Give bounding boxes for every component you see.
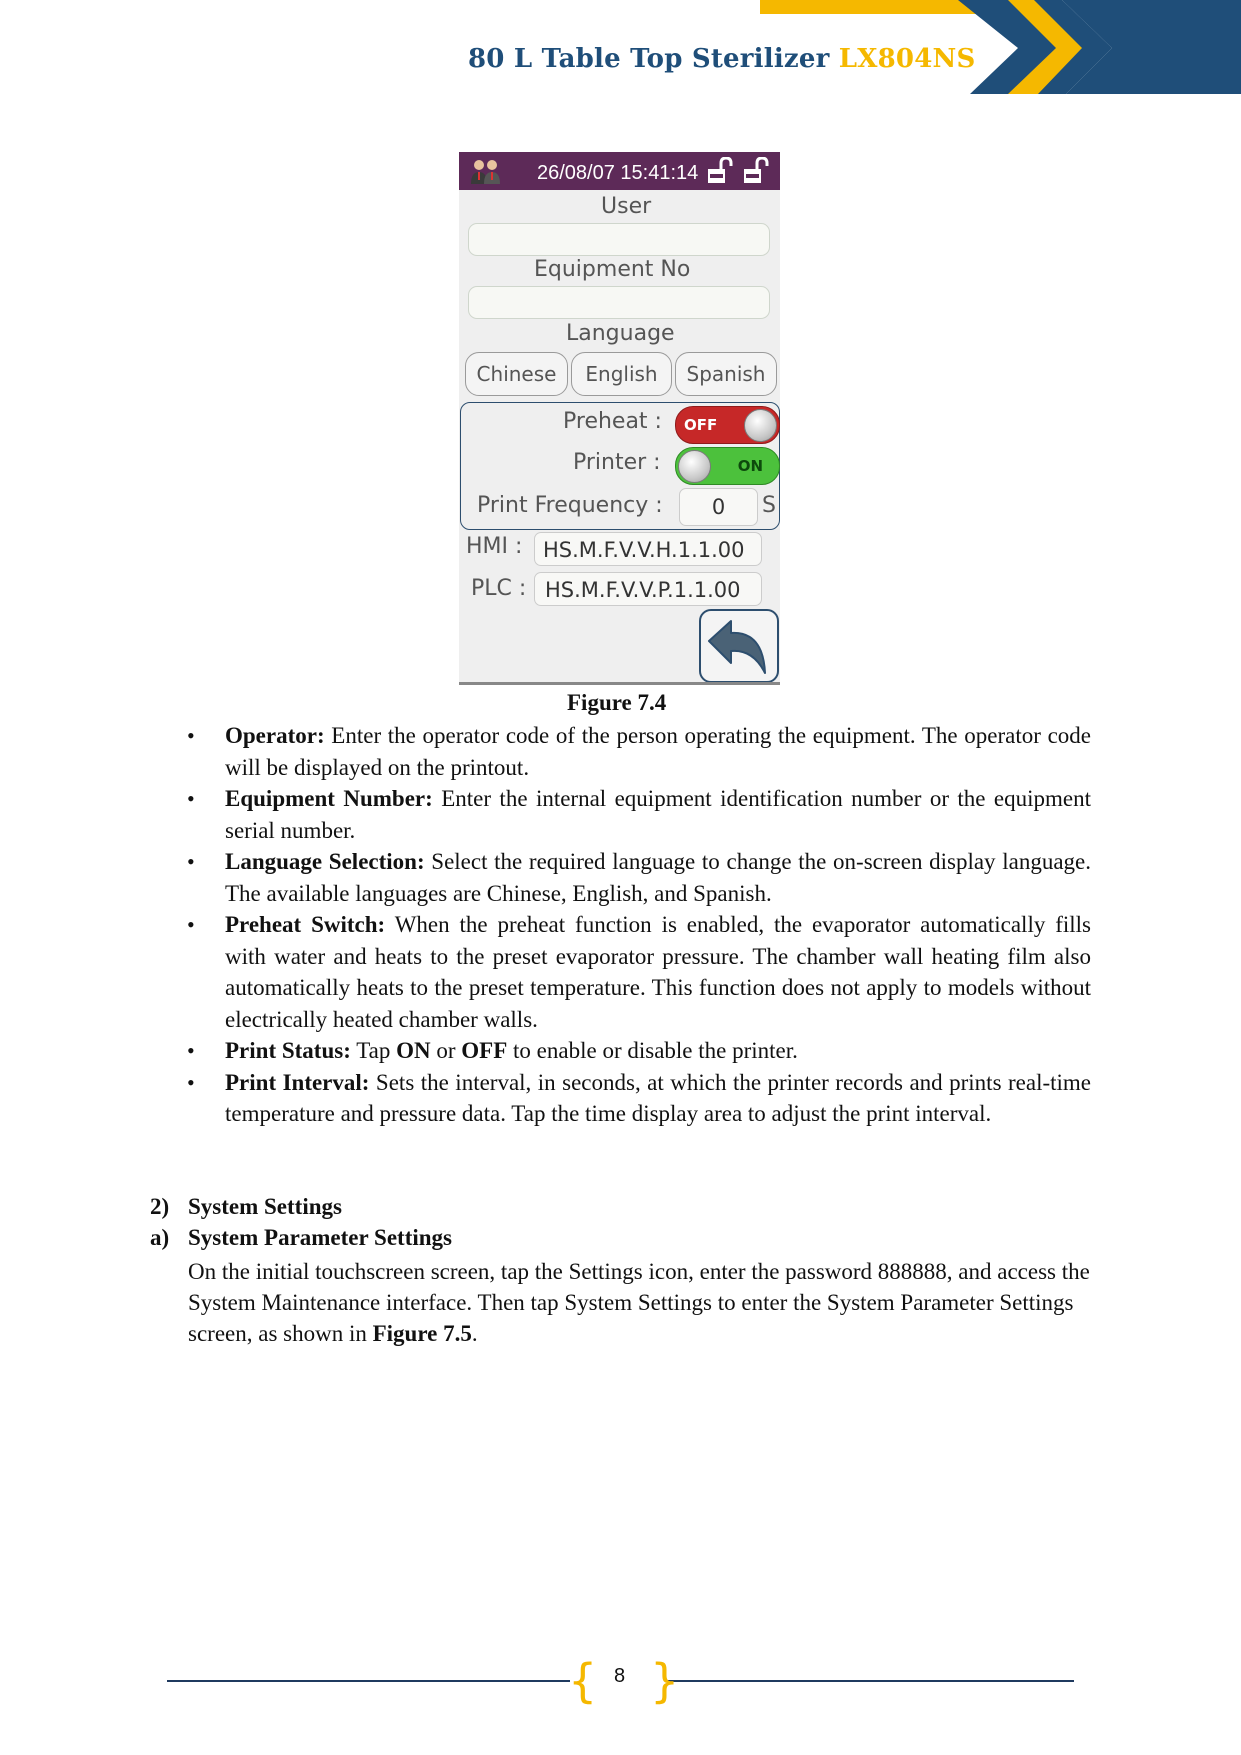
hmi-bottom-edge [459,682,780,685]
back-arrow-icon [701,611,777,681]
print-frequency-input[interactable]: 0 [679,488,758,526]
bullet-bold: OFF [461,1038,508,1063]
header-title-main: 80 L Table Top Sterilizer [468,44,839,74]
preheat-toggle-state: OFF [684,416,718,434]
print-frequency-label: Print Frequency : [477,493,663,518]
printer-toggle-state: ON [737,457,763,475]
toggle-knob [744,409,777,442]
list-item [187,909,1091,1035]
plc-version-label: PLC : [471,576,527,601]
paragraph-text: On the initial touchscreen screen, tap the Settings icon, enter the password 888888, and access the System Maintenance interface. Then tap System Settings to enter the System Parameter Settings screen, as shown in [188,1259,1090,1346]
bullet-term: Print Status: [225,1038,351,1063]
bullet-term: Operator: [225,723,325,748]
subsection-title: System Parameter Settings [188,1225,453,1250]
hmi-version-value: HS.M.F.V.V.H.1.1.00 [534,532,762,566]
bullet-term: Equipment Number: [225,786,433,811]
user-label: User [601,194,652,219]
section-title: System Settings [188,1194,342,1219]
bullet-text: When the preheat function is enabled, the evaporator automatically fills with water and heats to the preset evaporator pressure. The chamber wall heating film also automatically heats to the preset temperature. This function does not apply to models without electrically heated chamber walls. [225,912,1091,1032]
page-number: 8 [614,1665,626,1687]
user-input[interactable] [468,223,770,256]
plc-version-value: HS.M.F.V.V.P.1.1.00 [534,572,762,606]
bullet-text: Enter the internal equipment identification number or the equipment serial number. [225,786,1092,843]
unlock-icon[interactable] [707,157,733,185]
figure-caption: Figure 7.4 [567,690,667,715]
subsection-number: a) [150,1225,170,1250]
bullet-term: Language Selection: [225,849,425,874]
bullet-term: Print Interval: [225,1069,370,1095]
hmi-status-bar [459,152,780,190]
bullet-term: Preheat Switch: [225,912,386,937]
section-paragraph [188,1256,1090,1349]
bullet-text: Enter the operator code of the person operating the equipment. The operator code will be displayed on the printout. [225,723,1091,780]
list-item [187,1035,1091,1067]
toggle-knob [678,450,711,483]
section-heading [150,1194,342,1220]
section-number: 2) [150,1194,170,1219]
language-label: Language [566,321,675,346]
back-button[interactable] [699,609,779,683]
equipment-no-label: Equipment No [534,257,691,282]
bullet-text: Tap [350,1038,397,1063]
figure-reference: Figure 7.5 [372,1321,472,1346]
language-english-button[interactable]: English [571,352,672,396]
header-decoration [760,0,1241,96]
printer-label: Printer : [573,450,661,475]
description-list [187,720,1091,1130]
footer-rule-left [167,1680,570,1682]
hmi-version-label: HMI : [466,534,523,559]
paragraph-end: . [471,1321,478,1346]
language-spanish-button[interactable]: Spanish [675,352,777,396]
language-chinese-button[interactable]: Chinese [465,352,568,396]
subsection-heading [150,1225,452,1251]
footer-brace-left: { [568,1654,598,1708]
preheat-toggle[interactable] [675,406,780,444]
bullet-text: Sets the interval, in seconds, at which the printer records and prints real-time temperature and pressure data. Tap the time display area to adjust the print interval. [225,1069,1092,1126]
footer-rule-right [666,1680,1074,1682]
print-frequency-unit: S [762,493,776,518]
list-item [187,783,1091,846]
users-icon [469,158,503,186]
hmi-datetime: 26/08/07 15:41:14 [537,162,699,184]
footer-brace-right: } [650,1654,680,1708]
bullet-bold: ON [396,1038,431,1063]
bullet-text: Select the required language to change the on-screen display language. The available languages are Chinese, English, and Spanish. [225,849,1091,906]
equipment-no-input[interactable] [468,286,770,319]
hmi-screenshot [459,152,780,685]
list-item [187,846,1091,909]
preheat-label: Preheat : [563,409,662,434]
printer-toggle[interactable] [675,447,780,485]
bullet-text: or [430,1038,462,1063]
list-item [187,1067,1091,1130]
unlock-icon[interactable] [743,157,769,185]
bullet-text: to enable or disable the printer. [507,1038,798,1063]
list-item [187,720,1091,783]
header-model-code: LX804NS [838,44,976,74]
